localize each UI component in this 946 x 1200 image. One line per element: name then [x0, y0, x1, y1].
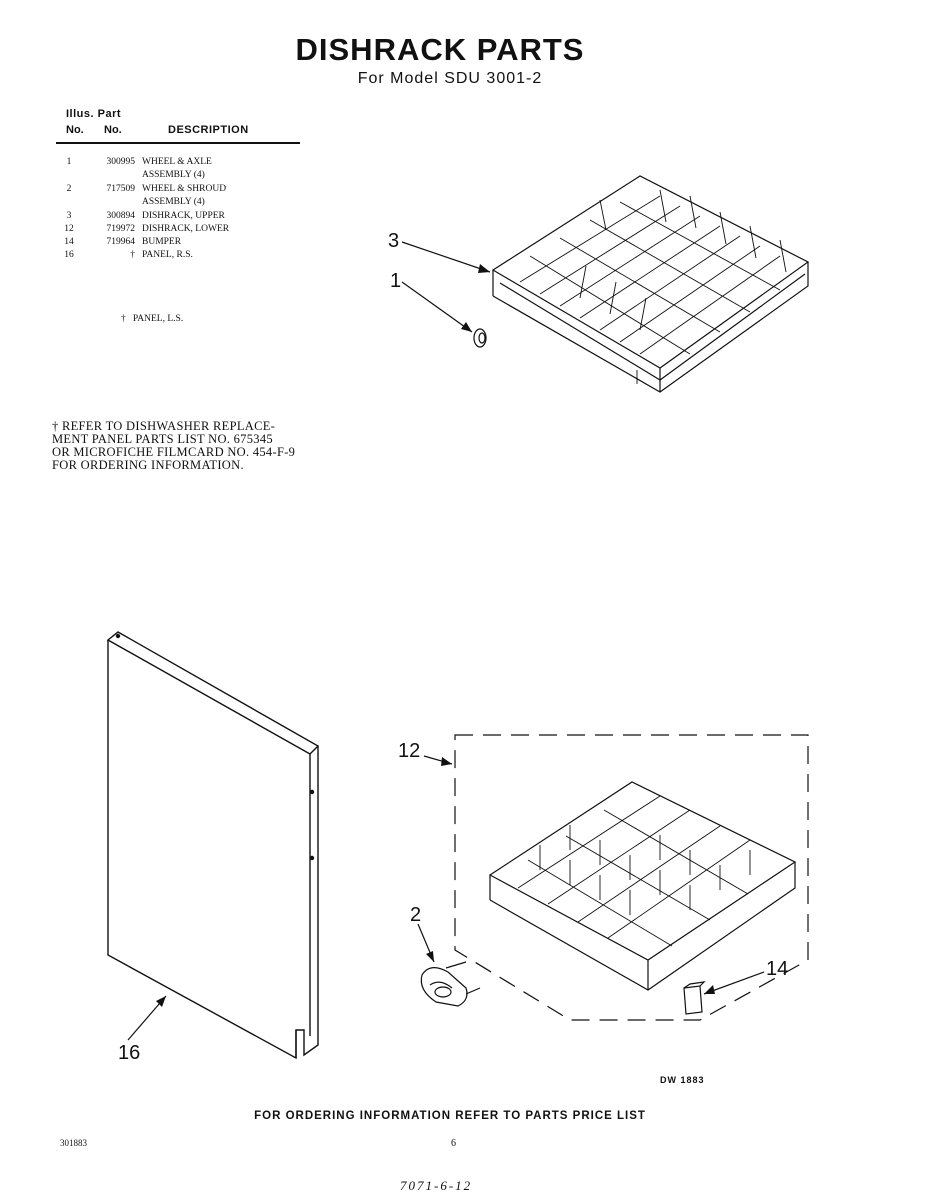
part-description: BUMPER	[142, 237, 182, 247]
handwritten-annotation: 7071-6-12	[400, 1178, 473, 1193]
illus-number: 16	[64, 250, 74, 260]
replacement-panel-note: † REFER TO DISHWASHER REPLACE- MENT PANEL PARTS LIST NO. 675345 OR MICROFICHE FILMCARD NO. 454-F-9 FOR ORDERING INFORMATION.	[52, 419, 296, 472]
side-panel-drawing	[108, 632, 318, 1058]
column-header-illus-no: No.	[66, 124, 84, 136]
page-number: 6	[451, 1138, 456, 1149]
lower-rack-boundary	[455, 735, 808, 1020]
callout-16: 16	[118, 1042, 141, 1064]
bumper-drawing	[684, 982, 704, 1014]
column-header-part-no: No.	[104, 124, 122, 136]
lower-dishrack-drawing	[490, 782, 795, 990]
column-header-description: DESCRIPTION	[168, 124, 249, 136]
part-number: 300995	[106, 157, 135, 167]
illus-number: 3	[66, 211, 72, 221]
upper-dishrack-drawing	[493, 176, 808, 392]
model-subtitle: For Model SDU 3001-2	[357, 70, 543, 87]
part-number: 719964	[106, 237, 135, 247]
callout-1: 1	[390, 270, 402, 292]
callout-14: 14	[766, 958, 789, 980]
part-description: PANEL, R.S.	[142, 250, 193, 260]
page-title: DISHRACK PARTS	[295, 32, 585, 67]
panel-ls-row: † PANEL, L.S.	[121, 314, 184, 324]
drawing-code: DW 1883	[660, 1075, 705, 1085]
part-description: DISHRACK, UPPER	[142, 211, 225, 221]
illus-number: 1	[66, 157, 72, 167]
illus-number: 14	[64, 237, 74, 247]
part-description: WHEEL & AXLE ASSEMBLY (4)	[142, 157, 212, 180]
ordering-footer: FOR ORDERING INFORMATION REFER TO PARTS PRICE LIST	[254, 1110, 646, 1122]
callout-12: 12	[398, 740, 421, 762]
illus-number: 12	[64, 224, 74, 234]
part-number: 717509	[106, 184, 135, 194]
part-description: WHEEL & SHROUD ASSEMBLY (4)	[142, 184, 227, 207]
callout-3: 3	[388, 230, 400, 252]
part-number: †	[130, 250, 135, 260]
wheel-shroud-drawing	[421, 962, 480, 1006]
illus-number: 2	[66, 184, 72, 194]
part-number: 719972	[106, 224, 135, 234]
column-header-illus-part: Illus. Part	[66, 108, 122, 120]
document-number: 301883	[60, 1138, 87, 1148]
part-number: 300894	[106, 211, 135, 221]
part-description: DISHRACK, LOWER	[142, 224, 230, 234]
callout-2: 2	[410, 904, 422, 926]
wheel-axle-drawing	[474, 329, 486, 347]
